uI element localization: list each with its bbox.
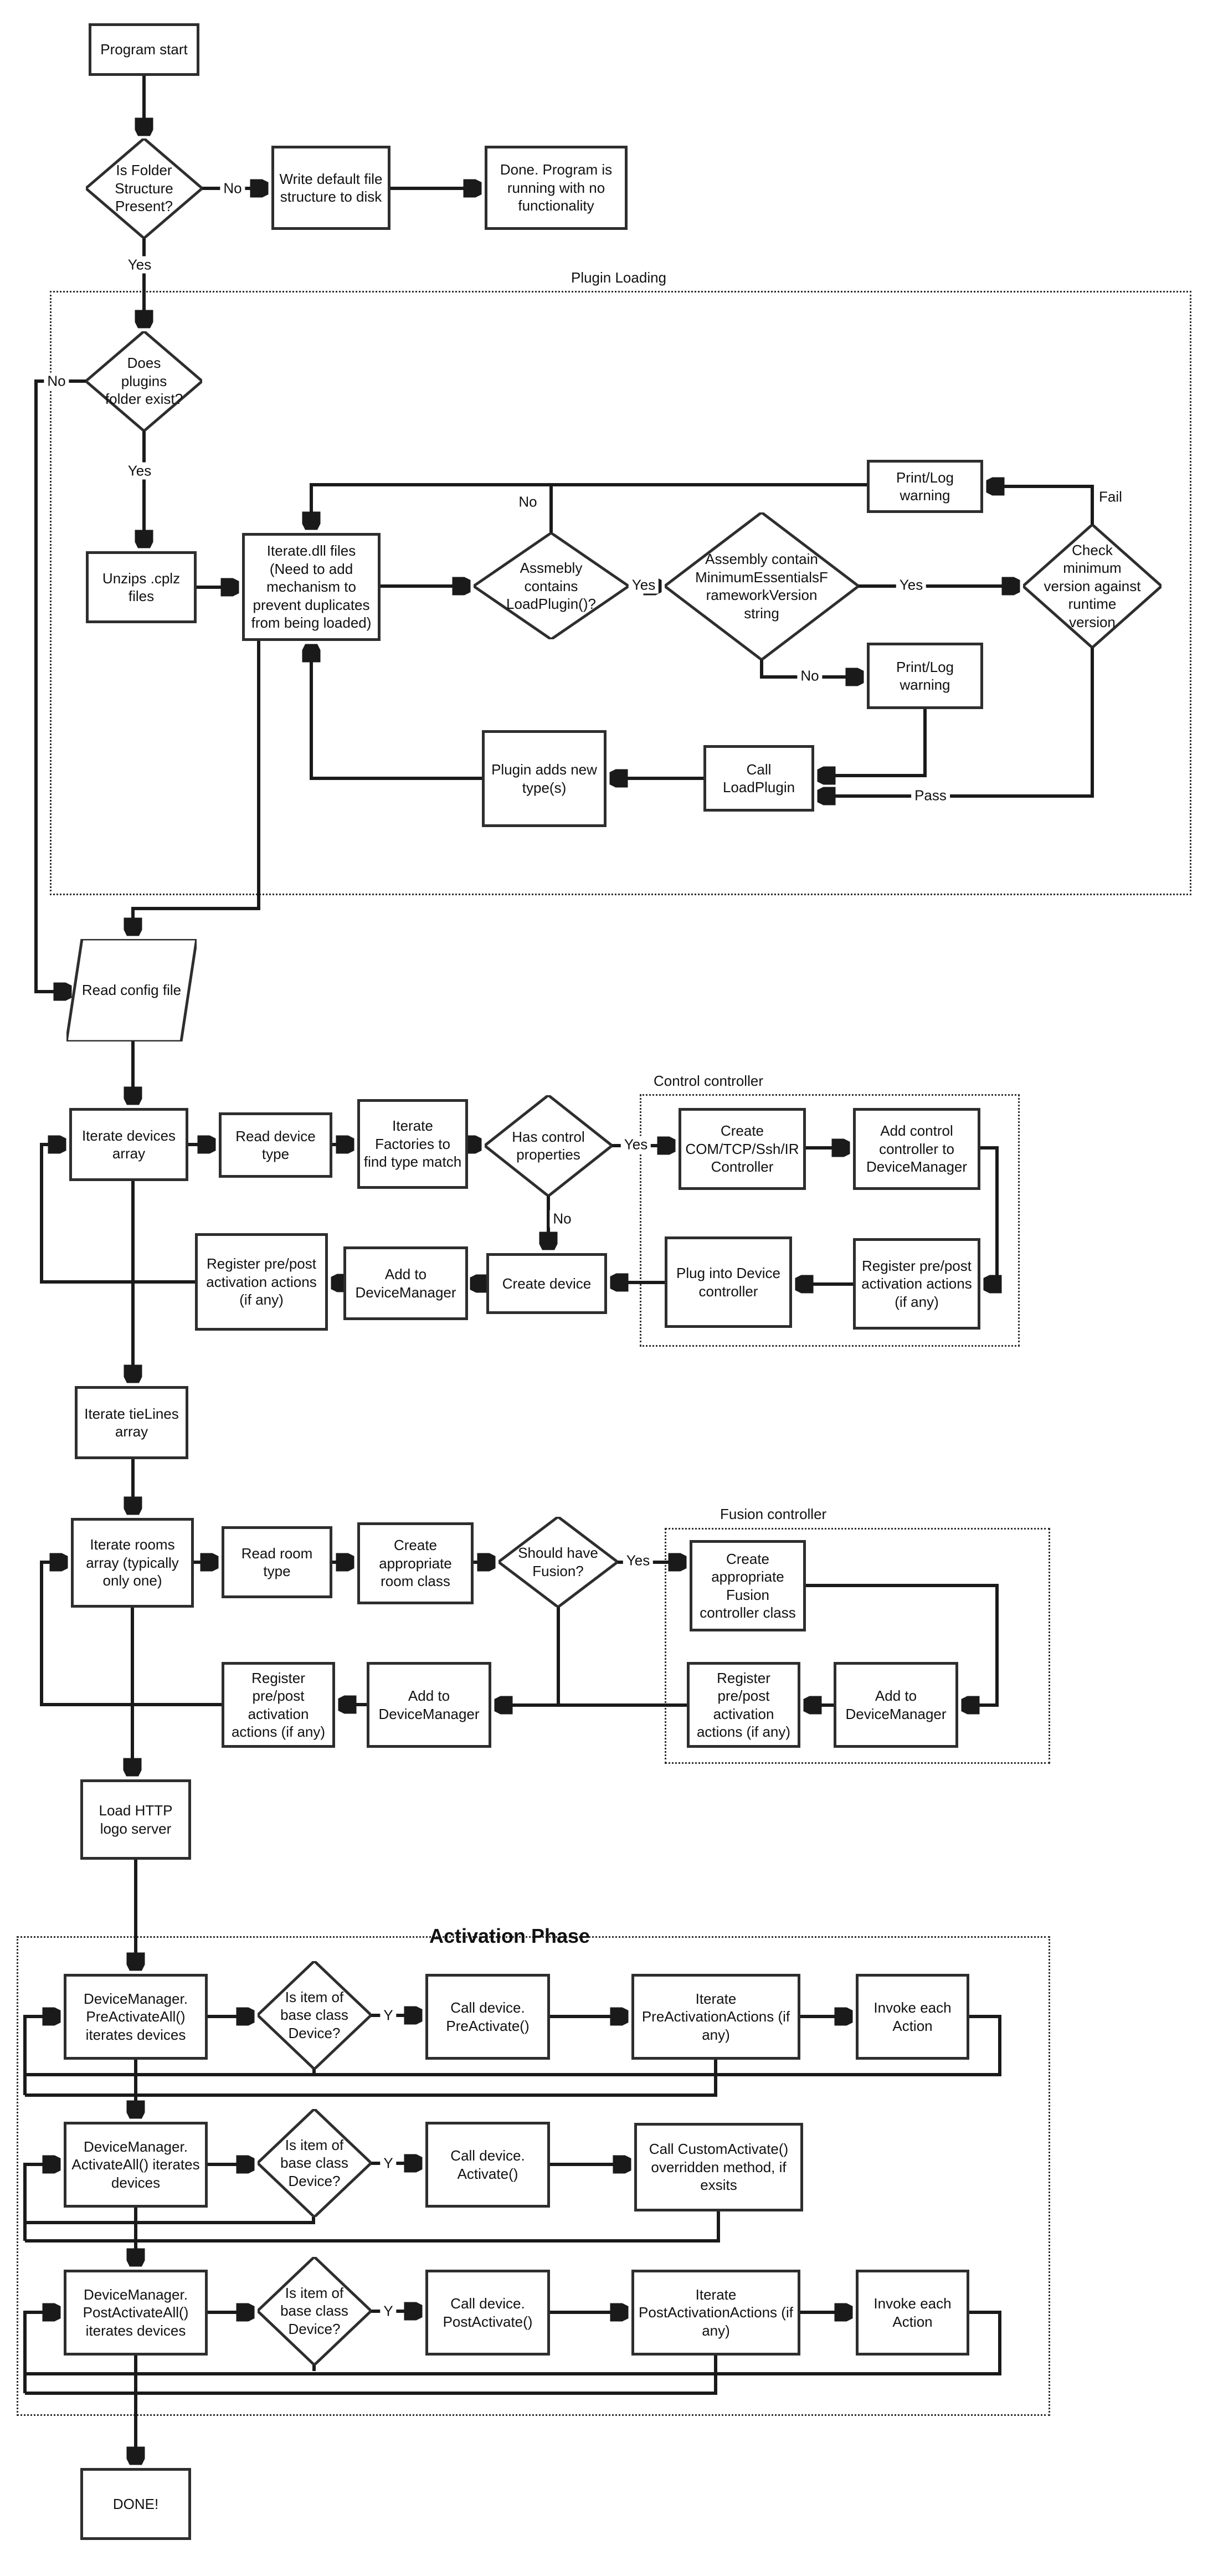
node-print-log-warning-no	[867, 643, 983, 709]
node-label: Register pre/post activation actions (if any)	[861, 1257, 972, 1310]
node-done-no-functionality	[485, 146, 628, 230]
node-add-control-controller	[853, 1108, 980, 1190]
node-label: Assembly contain MinimumEssentialsFrameworkVersion string	[695, 551, 828, 622]
edge-label-yes-folder: Yes	[125, 256, 155, 274]
node-invoke-each-2	[856, 2270, 969, 2356]
node-register-prepost-fusion	[687, 1662, 800, 1748]
node-iterate-factories	[357, 1099, 468, 1189]
node-label: Call device. PreActivate()	[446, 1999, 530, 2034]
node-iterate-devices	[69, 1108, 188, 1181]
node-post-activate-all	[64, 2270, 208, 2356]
decision-assembly-contains-minver	[665, 512, 859, 660]
node-label: DeviceManager. PreActivateAll() iterates devices	[84, 1990, 188, 2043]
node-label: Register pre/post activation actions (if any)	[696, 1669, 791, 1740]
decision-is-base-device-3	[258, 2257, 371, 2365]
node-read-room-type	[222, 1526, 332, 1598]
decision-is-folder-structure	[86, 138, 202, 238]
node-call-postactivate	[425, 2270, 550, 2356]
node-add-to-devicemanager-fusion	[834, 1662, 958, 1748]
flow-edge	[311, 646, 482, 778]
node-label: Add to DeviceManager	[845, 1687, 947, 1722]
edge-label-yes-plugins: Yes	[125, 463, 155, 480]
group-label-plugin-loading: Plugin Loading	[571, 269, 667, 286]
group-label-fusion-controller: Fusion controller	[720, 1506, 827, 1522]
node-label: Register pre/post activation actions (if any)	[231, 1669, 326, 1740]
node-read-device-type	[219, 1112, 332, 1178]
node-label: Add control controller to DeviceManager	[866, 1122, 968, 1176]
node-add-to-devicemanager-2	[367, 1662, 491, 1748]
edge-label-y3: Y	[380, 2303, 396, 2320]
node-label: Create device	[502, 1275, 592, 1292]
node-label: Has control properties	[512, 1128, 585, 1163]
node-label: Iterate tieLines array	[84, 1405, 179, 1440]
node-label: Iterate PreActivationActions (if any)	[641, 1990, 790, 2043]
node-label: Load HTTP logo server	[99, 1802, 173, 1837]
flow-edge	[25, 2312, 59, 2393]
edge-label-no-loadplugin: No	[515, 494, 540, 511]
edge-label-yes-fusion: Yes	[623, 1552, 653, 1569]
node-label: Iterate PostActivationActions (if any)	[639, 2286, 793, 2339]
edge-label-no-minver: No	[797, 668, 822, 685]
node-label: Read device type	[235, 1127, 316, 1162]
node-label: Is item of base class Device?	[280, 2284, 348, 2337]
node-preactivate-all	[64, 1974, 208, 2060]
node-label: Is Folder Structure Present?	[115, 162, 173, 215]
node-iterate-tielines	[75, 1386, 188, 1459]
edge-label-no-control: No	[549, 1210, 574, 1228]
flow-edge	[988, 486, 1092, 525]
node-label: Iterate Factories to find type match	[363, 1117, 462, 1171]
node-label: Call device. PostActivate()	[443, 2295, 533, 2330]
node-create-device	[486, 1253, 607, 1314]
node-label: Unzips .cplz files	[102, 569, 181, 604]
node-program-start	[89, 23, 199, 76]
node-iterate-postactions	[631, 2270, 800, 2356]
node-label: Print/Log warning	[896, 469, 954, 504]
node-label: DeviceManager. ActivateAll() iterates devices	[71, 2138, 200, 2191]
edge-label-yes-control: Yes	[621, 1136, 651, 1153]
node-read-config	[66, 939, 197, 1041]
node-label: Should have Fusion?	[518, 1544, 598, 1579]
flow-edge	[25, 2217, 314, 2223]
edge-label-yes-loadplugin: Yes	[629, 577, 659, 594]
decision-is-base-device-2	[258, 2109, 371, 2217]
node-label: Call LoadPlugin	[722, 761, 795, 796]
node-load-http	[80, 1779, 191, 1860]
edge-label-y2: Y	[380, 2155, 396, 2172]
node-plugin-adds-types	[482, 730, 607, 827]
node-label: Call device. Activate()	[450, 2147, 525, 2182]
edge-label-y1: Y	[380, 2007, 396, 2024]
node-label: Plugin adds new type(s)	[491, 761, 597, 796]
node-print-log-warning-fail	[867, 460, 983, 513]
node-label: Program start	[100, 41, 188, 58]
node-label: Create COM/TCP/Ssh/IR Controller	[685, 1122, 799, 1176]
edge-label-fail: Fail	[1096, 489, 1126, 506]
node-label: Add to DeviceManager	[355, 1266, 456, 1301]
decision-is-base-device-1	[258, 1961, 371, 2069]
node-call-loadplugin	[703, 745, 814, 812]
node-label: Check minimum version against runtime version	[1044, 541, 1141, 630]
node-iterate-preactions	[631, 1974, 800, 2060]
node-label: Add to DeviceManager	[378, 1687, 480, 1722]
edge-label-no-plugins: No	[44, 373, 69, 390]
node-label: Read room type	[241, 1544, 313, 1579]
flow-edge	[25, 2211, 718, 2241]
edge-label-pass: Pass	[911, 787, 950, 804]
node-plug-into-device	[665, 1236, 792, 1328]
node-invoke-each-1	[856, 1974, 969, 2060]
group-label-activation-phase: Activation Phase	[429, 1925, 590, 1947]
node-label: Is item of base class Device?	[280, 2136, 348, 2189]
node-call-custom-activate	[634, 2123, 803, 2211]
node-label: Print/Log warning	[896, 658, 954, 693]
node-label: DONE!	[112, 2495, 159, 2512]
node-create-room-class	[357, 1522, 474, 1604]
node-call-preactivate	[425, 1974, 550, 2060]
node-label: DeviceManager. PostActivateAll() iterates devices	[83, 2286, 189, 2339]
node-register-prepost-ctrl	[853, 1238, 980, 1330]
node-create-controller	[679, 1108, 806, 1190]
node-label: Iterate rooms array (typically only one)	[86, 1536, 179, 1589]
flow-edge	[980, 1148, 997, 1284]
node-label: Assmebly contains LoadPlugin()?	[506, 560, 596, 613]
node-label: Done. Program is running with no functionality	[500, 161, 613, 214]
flow-edge	[36, 381, 86, 992]
node-label: Invoke each Action	[873, 2295, 952, 2330]
node-label: Create appropriate room class	[379, 1537, 452, 1590]
node-label: Call CustomActivate() overridden method, if exsits	[649, 2141, 789, 2194]
node-label: Plug into Device controller	[676, 1265, 780, 1300]
node-label: Invoke each Action	[873, 1999, 952, 2034]
decision-does-plugins-folder-exist	[86, 331, 202, 431]
node-label: Does plugins folder exist?	[105, 355, 183, 408]
node-register-prepost-2	[222, 1662, 335, 1748]
node-create-fusion	[690, 1540, 806, 1631]
node-label: Is item of base class Device?	[280, 1988, 348, 2041]
node-label: Read config file	[81, 982, 182, 999]
group-label-control-controller: Control controller	[654, 1073, 763, 1089]
node-label: Iterate.dll files (Need to add mechanism to prevent duplicates from being loaded)	[251, 542, 372, 632]
node-iterate-dll	[242, 533, 381, 641]
node-label: Register pre/post activation actions (if any)	[206, 1255, 317, 1308]
edge-label-no-folder: No	[220, 180, 245, 197]
decision-should-have-fusion	[498, 1517, 618, 1607]
decision-assembly-contains-loadplugin	[474, 533, 629, 639]
node-label: Write default file structure to disk	[279, 170, 383, 205]
node-register-prepost-1	[195, 1233, 328, 1331]
node-write-default	[271, 146, 390, 230]
node-iterate-rooms	[71, 1518, 194, 1608]
flow-edge	[819, 709, 925, 776]
node-done	[80, 2468, 191, 2540]
flow-edge	[133, 641, 259, 934]
edge-label-yes-minver: Yes	[896, 577, 926, 594]
node-call-activate	[425, 2122, 550, 2208]
decision-check-min-version	[1023, 525, 1162, 648]
node-label: Create appropriate Fusion controller class	[700, 1550, 796, 1621]
node-activate-all	[64, 2122, 208, 2208]
node-label: Iterate devices array	[81, 1127, 176, 1162]
node-unzips-cplz	[86, 551, 197, 623]
flow-edge	[25, 2164, 59, 2241]
node-add-to-devicemanager-1	[343, 1246, 468, 1320]
flow-edge	[25, 2016, 59, 2095]
decision-has-control-properties	[485, 1095, 612, 1196]
